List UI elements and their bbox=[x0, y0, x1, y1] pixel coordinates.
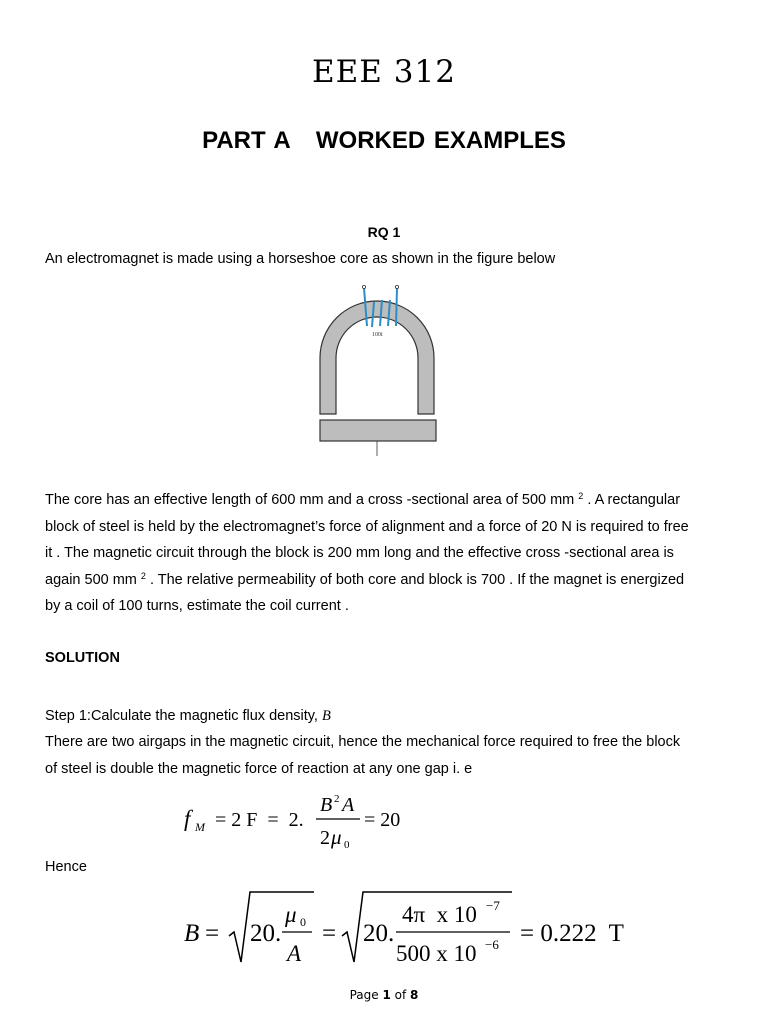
svg-text:B: B bbox=[320, 794, 333, 816]
svg-text:500 x 10: 500 x 10 bbox=[396, 941, 477, 966]
svg-text:4π x 10: 4π x 10 bbox=[402, 902, 477, 927]
svg-text:=: = bbox=[322, 920, 337, 947]
intro-paragraph: An electromagnet is made using a horseshoe core as shown in the figure below bbox=[45, 251, 556, 267]
svg-text:= 2 F = 2.: = 2 F = 2. bbox=[215, 809, 304, 831]
current-page-number: 1 bbox=[382, 988, 391, 1002]
svg-text:=: = bbox=[205, 920, 220, 947]
svg-text:−7: −7 bbox=[486, 898, 500, 913]
step1-variable: B bbox=[322, 708, 331, 724]
svg-text:A: A bbox=[342, 794, 355, 816]
svg-text:B: B bbox=[184, 920, 200, 947]
coil-turns-label: 100t bbox=[372, 332, 383, 338]
horseshoe-core bbox=[320, 301, 434, 414]
question-id-heading: RQ 1 bbox=[367, 224, 401, 240]
course-code-heading: EEE 312 bbox=[312, 54, 456, 90]
coil-terminal-left bbox=[362, 285, 365, 288]
svg-text:0: 0 bbox=[300, 915, 306, 929]
svg-text:M: M bbox=[195, 820, 205, 834]
svg-text:μ: μ bbox=[331, 825, 342, 849]
total-page-count: 8 bbox=[410, 988, 419, 1002]
svg-text:= 0.222 T: = 0.222 T bbox=[520, 920, 624, 947]
svg-text:−6: −6 bbox=[485, 937, 499, 952]
svg-text:= 20: = 20 bbox=[364, 809, 401, 831]
solution-heading: SOLUTION bbox=[45, 650, 120, 666]
svg-text:μ: μ bbox=[285, 902, 297, 927]
problem-statement: The core has an effective length of 600 mm and a cross -sectional area of 500 mm $^2$ . A rectangular block of steel is held by the electromagnet’s force of alignment and a force of 20 N is required to free it . The magnetic circuit through the block is 200 mm long and the effective cross -sectional area is again 500 mm $^2$ . The relative permeability of both core and block is 700 . If the magnet is energized by a coil of 100 turns, estimate the coil current . bbox=[45, 491, 689, 614]
page-footer: Page 1 of 8 bbox=[349, 988, 419, 1002]
svg-text:A: A bbox=[287, 941, 302, 966]
coil-terminal-right bbox=[395, 285, 398, 288]
svg-text:f: f bbox=[184, 806, 191, 831]
svg-text:20.: 20. bbox=[363, 920, 395, 947]
svg-text:2: 2 bbox=[320, 827, 330, 849]
horseshoe-electromagnet-figure bbox=[312, 280, 442, 460]
svg-text:2: 2 bbox=[334, 793, 340, 805]
hence-label: Hence bbox=[45, 859, 87, 875]
steel-block bbox=[320, 420, 436, 441]
flux-density-equation bbox=[170, 884, 650, 974]
svg-text:20.: 20. bbox=[250, 920, 282, 947]
step1-text: Step 1:Calculate the magnetic flux density, B bbox=[45, 708, 331, 724]
svg-text:0: 0 bbox=[344, 839, 350, 851]
airgap-explanation: There are two airgaps in the magnetic circuit, hence the mechanical force required to free the block of steel is double the magnetic force of reaction at any one gap i. e bbox=[45, 734, 681, 777]
part-title-heading: PART A WORKED EXAMPLES bbox=[202, 127, 566, 154]
force-equation bbox=[170, 786, 430, 852]
